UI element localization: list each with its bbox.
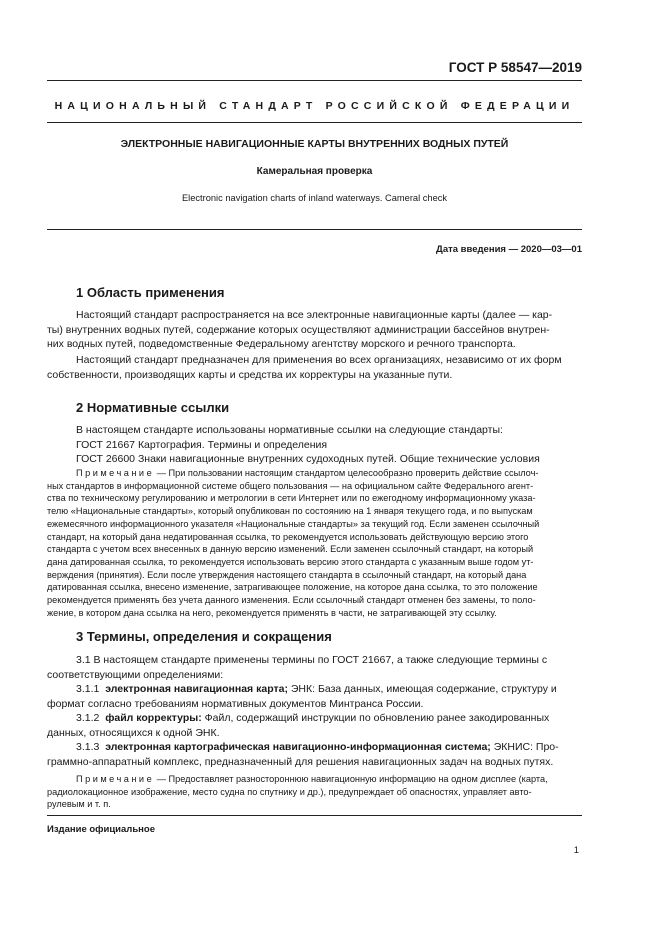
note-label: Примечание [76,774,155,784]
term-definition: ЭНК: База данных, имеющая содержание, структуру и [287,683,557,695]
text-line: граммно-аппаратный комплекс, предназначенный для решения навигационных задач на водных путях. [47,755,554,768]
text-line: собственности, производящих карты и средства их корректуры на указанные пути. [47,368,453,381]
footer-rule [47,815,582,816]
reference-gost-21667: ГОСТ 21667 Картография. Термины и определения [76,438,328,451]
standard-code: ГОСТ Р 58547—2019 [448,60,582,75]
text-line: радиолокационное изображение, место судна по спутнику и др.), предупреждает об опасностях, управляет авто- [47,786,532,797]
note-label: Примечание [76,468,155,478]
document-subtitle: Камеральная проверка [256,166,373,177]
text-line: стандарта с учетом всех внесенных в данную версию изменений. Если заменен ссылочный стандарт, на который [47,544,534,555]
document-title-english: Electronic navigation charts of inland waterways. Cameral check [181,193,448,203]
official-edition-label: Издание официальное [47,824,155,835]
term-number: 3.1.1 [76,683,100,695]
text-line: верждения (принятия). Если после утверждения настоящего стандарта в ссылочный стандарт, на который дана [47,569,527,580]
text-line: датированная ссылка, внесено изменение, затрагивающее положение, на которое дана ссылка, то это положение [47,582,538,593]
term-name: файл корректуры: [105,712,202,724]
text-line: 3.1 В настоящем стандарте применены термины по ГОСТ 21667, а также следующие термины с [76,654,548,666]
text-line: формат согласно требованиям нормативных документов Минтранса России. [47,697,424,710]
term-definition: ЭКНИС: Про- [490,741,559,753]
text-line: рекомендуется применять без учета данного изменения. Если ссылочный стандарт отменен без замены, то поло- [47,595,536,606]
text-line: В настоящем стандарте использованы нормативные ссылки на следующие стандарты: [76,424,503,436]
term-name: электронная картографическая навигационно-информационная система; [105,741,491,753]
section-1-paragraph-1 [47,308,582,352]
section-3-note [47,773,582,811]
text-line: рулевым и т. п. [47,799,111,810]
title-rule [47,229,582,230]
text-line: — При пользовании настоящим стандартом целесообразно проверить действие ссылоч- [154,468,539,478]
text-line: данных, относящихся к одной ЭНК. [47,726,220,739]
text-line: ежемесячного информационного указателя «Национальные стандарты» за текущий год. Если заменен ссылочный [47,518,540,529]
section-2-heading: 2 Нормативные ссылки [76,400,230,415]
national-standard-banner: НАЦИОНАЛЬНЫЙ СТАНДАРТ РОССИЙСКОЙ ФЕДЕРАЦИИ [54,100,575,112]
text-line: ных стандартов в информационной системе общего пользования — на официальном сайте Федерального агент- [47,480,534,491]
document-title: ЭЛЕКТРОННЫЕ НАВИГАЦИОННЫЕ КАРТЫ ВНУТРЕННИХ ВОДНЫХ ПУТЕЙ [120,138,509,150]
text-line: соответствующими определениями: [47,668,224,681]
banner-rule [47,122,582,123]
term-number: 3.1.2 [76,712,100,724]
reference-gost-26600: ГОСТ 26600 Знаки навигационные внутренних судоходных путей. Общие технические условия [76,453,540,465]
text-line: стандарт, на который дана недатированная ссылка, то рекомендуется использовать действующую версию этого [47,531,529,542]
section-2-references [47,423,582,467]
text-line: — Предоставляет разностороннюю навигационную информацию на одном дисплее (карта, [154,774,548,784]
text-line: Настоящий стандарт предназначен для применения во всех организациях, независимо от их форм [76,354,562,366]
text-line: телю «Национальные стандарты», который опубликован по состоянию на 1 января текущего года, и по выпускам [47,506,533,517]
text-line: ты) внутренних водных путей, содержание которых осуществляют администрации бассейнов внутрен- [47,323,550,336]
term-number: 3.1.3 [76,741,100,753]
text-line: Настоящий стандарт распространяется на все электронные навигационные карты (далее — кар- [76,309,553,321]
clause-3-1 [47,653,582,682]
section-3-heading: 3 Термины, определения и сокращения [76,629,332,644]
text-line: них водных путей, подведомственные Федеральному агентству морского и речного транспорта. [47,338,516,350]
section-1-heading: 1 Область применения [76,285,225,300]
section-1-paragraph-2 [47,353,582,382]
introduction-date: Дата введения — 2020—03—01 [436,244,582,255]
term-name: электронная навигационная карта; [105,683,288,695]
header-rule [47,80,582,81]
term-3-1-2 [47,711,582,740]
term-3-1-1 [47,682,582,711]
term-3-1-3 [47,740,582,769]
text-line: дана датированная ссылка, то рекомендуется использовать версию этого стандарта с указанным выше годом ут- [47,556,534,567]
text-line: жение, в котором дана ссылка на него, рекомендуется применять в части, не затрагивающей эту ссылку. [47,607,497,618]
section-2-note [47,467,582,619]
text-line: ства по техническому регулированию и метрологии в сети Интернет или по ежегодному информационному указа- [47,493,536,504]
term-definition: Файл, содержащий инструкции по обновлению ранее закодированных [201,712,550,724]
page-number: 1 [573,845,579,856]
